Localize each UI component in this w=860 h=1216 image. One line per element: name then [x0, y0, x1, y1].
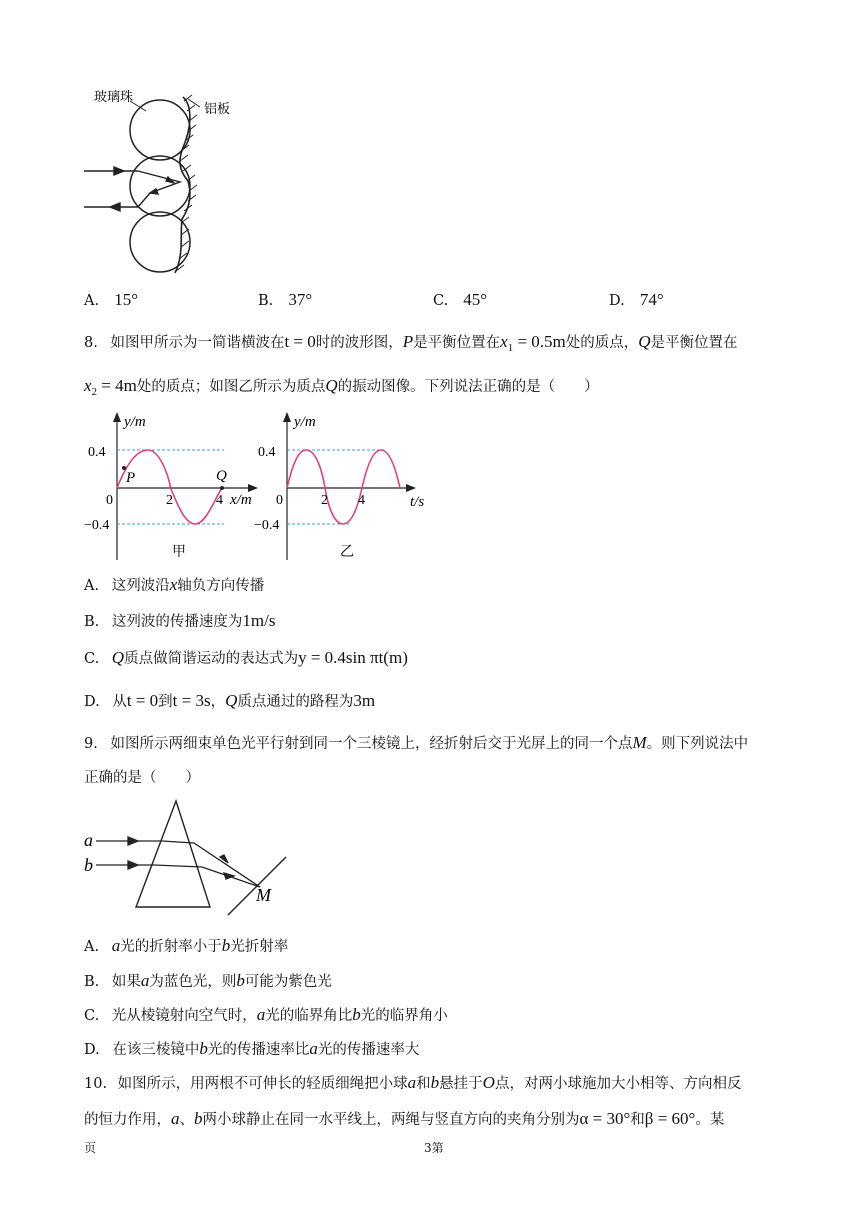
math-subscript: 2	[91, 385, 98, 398]
tick-neg: −0.4	[254, 518, 280, 533]
tick-pos: 0.4	[258, 445, 276, 460]
prism	[136, 801, 210, 907]
option-letter: B.	[258, 293, 274, 309]
q9-option-a[interactable]	[84, 935, 288, 956]
math-a: a	[140, 971, 150, 990]
option-letter: C.	[433, 293, 449, 309]
option-value: 45°	[463, 290, 488, 309]
q9-option-c[interactable]	[84, 1004, 448, 1025]
tick-x-4: 4	[358, 493, 365, 508]
question-number: 9.	[84, 736, 98, 752]
option-letter: B.	[84, 614, 100, 630]
y-axis-label: y/m	[124, 414, 146, 430]
ray-b	[96, 861, 260, 887]
q8-option-b[interactable]	[84, 610, 275, 631]
math-m: M	[632, 733, 647, 752]
math-b: b	[221, 936, 231, 955]
tick-neg: −0.4	[84, 518, 110, 533]
stem-text: 如图所示，用两根不可伸长的轻质细绳把小球	[117, 1076, 408, 1092]
math-q: Q	[325, 376, 338, 395]
option-text: ，	[210, 694, 226, 710]
math-a: a	[111, 936, 121, 955]
reflected-ray	[84, 203, 138, 211]
option-value: 15°	[114, 290, 138, 309]
stem-text: 如图甲所示为一简谐横波在	[110, 335, 285, 351]
option-value: 74°	[639, 290, 664, 309]
math-alpha: α = 30°	[579, 1109, 631, 1128]
q8-stem-line1	[84, 331, 738, 354]
q10-line1	[84, 1072, 741, 1093]
stem-text: 点，对两小球施加大小相等、方向相反	[494, 1076, 742, 1092]
tick-x-4: 4	[216, 493, 223, 508]
q7-figure	[80, 85, 270, 285]
stem-text: 、	[179, 1112, 194, 1128]
option-text: 这列波的传播速度为	[111, 614, 243, 630]
tick-x-2: 2	[166, 493, 173, 508]
q7-option-d[interactable]	[609, 290, 664, 310]
question-number: 10.	[84, 1076, 108, 1092]
y-axis-label: y/m	[294, 414, 316, 430]
x-axis-label: t/s	[410, 494, 425, 510]
option-text: 质点通过的路程为	[237, 694, 354, 710]
math-x: x	[500, 332, 508, 351]
stem-text: 处的质点，	[565, 335, 639, 351]
option-text: 光的临界角小	[360, 1008, 448, 1024]
option-letter: B.	[84, 974, 100, 990]
ray-a	[96, 837, 260, 887]
stem-text: 和	[416, 1076, 431, 1092]
math-a: a	[171, 1109, 180, 1128]
option-text: 在该三棱镜中	[112, 1042, 200, 1058]
math-x: x	[84, 376, 92, 395]
ray-b-label: b	[84, 855, 93, 875]
option-text: 这列波沿	[111, 578, 170, 594]
footer-left: 页	[84, 1141, 97, 1155]
q8-option-d[interactable]	[84, 690, 375, 711]
point-p-label: P	[126, 470, 136, 486]
option-text: 光从棱镜射向空气时，	[111, 1008, 257, 1024]
option-letter: A.	[84, 578, 100, 594]
option-text: 如果	[111, 974, 141, 990]
stem-text: 的振动图像。下列说法正确的是（ ）	[337, 379, 599, 395]
q9-stem-line1	[84, 732, 748, 753]
math-q: Q	[638, 332, 651, 351]
q9-prism-figure	[80, 795, 300, 920]
q8-graph-jia	[84, 410, 274, 570]
stem-text: 悬挂于	[439, 1076, 483, 1092]
q8-stem-line2	[84, 375, 599, 398]
math-a: a	[256, 1005, 266, 1024]
point-m-label: M	[256, 885, 271, 905]
x-axis-label: x/m	[230, 492, 252, 508]
option-letter: D.	[84, 1042, 100, 1058]
option-text: 光的传播速率大	[317, 1042, 420, 1058]
graph-caption: 甲	[172, 545, 186, 560]
option-text: 光的传播速率比	[207, 1042, 310, 1058]
q9-option-b[interactable]	[84, 970, 332, 991]
footer-page-number: 3第	[424, 1141, 444, 1155]
option-text: 光的临界角比	[265, 1008, 353, 1024]
q8-graph-yi	[254, 410, 444, 570]
option-text: 为蓝色光，则	[149, 974, 237, 990]
stem-text: 。则下列说法中	[646, 736, 749, 752]
option-text: 光的折射率小于	[120, 939, 222, 955]
aluminum-plate	[175, 97, 190, 273]
math-value: t = 0	[126, 691, 159, 710]
option-value: 37°	[288, 290, 313, 309]
stem-text: 处的质点；如图乙所示为质点	[136, 379, 326, 395]
option-text: 轴负方向传播	[177, 578, 265, 594]
option-text: 到	[158, 694, 173, 710]
option-text: 可能为紫色光	[244, 974, 332, 990]
stem-text: 。某	[695, 1112, 725, 1128]
question-number: 8.	[84, 335, 98, 351]
point-q-dot	[220, 486, 224, 490]
label-glass-bead: 玻璃珠	[94, 89, 134, 104]
math-value: t = 3s	[172, 691, 211, 710]
stem-text: 和	[630, 1112, 645, 1128]
math-value: 1m/s	[242, 611, 276, 630]
wave-curve	[117, 450, 222, 524]
q10-line2	[84, 1108, 724, 1129]
q8-option-c[interactable]	[84, 647, 408, 668]
math-t0: t = 0	[284, 332, 316, 351]
math-p: P	[402, 332, 414, 351]
option-letter: C.	[84, 1008, 100, 1024]
math-expression: y = 0.4sin πt(m)	[298, 648, 408, 667]
vibration-curve	[287, 450, 400, 524]
option-letter: D.	[84, 694, 100, 710]
option-text: 质点做简谐运动的表达式为	[124, 651, 299, 667]
option-letter: C.	[84, 651, 100, 667]
tick-x-2: 2	[321, 493, 328, 508]
origin-label: 0	[106, 493, 113, 508]
math-q: Q	[111, 648, 125, 667]
stem-text: 是平衡位置在	[650, 335, 738, 351]
point-q-label: Q	[216, 468, 227, 484]
math-a: a	[407, 1073, 417, 1092]
ray-a-label: a	[84, 830, 93, 850]
q7-option-c[interactable]	[433, 290, 487, 310]
q9-stem-line2: 正确的是（ ）	[84, 770, 200, 786]
math-b: b	[194, 1109, 203, 1128]
math-value: = 4m	[97, 376, 137, 395]
math-b: b	[352, 1005, 361, 1024]
option-text: 从	[112, 694, 127, 710]
option-letter: D.	[609, 293, 625, 309]
q7-option-a[interactable]	[84, 290, 138, 310]
math-beta: β = 60°	[644, 1109, 696, 1128]
math-value: = 0.5m	[513, 332, 566, 351]
stem-text: 是平衡位置在	[413, 335, 501, 351]
math-subscript: 1	[507, 341, 514, 354]
math-a: a	[309, 1039, 318, 1058]
stem-text: 的恒力作用，	[84, 1112, 171, 1128]
math-b: b	[236, 971, 245, 990]
glass-bead-middle	[130, 156, 190, 216]
stem-text: 两小球静止在同一水平线上，两绳与竖直方向的夹角分别为	[202, 1112, 580, 1128]
option-letter: A.	[84, 939, 100, 955]
math-value: 3m	[353, 691, 376, 710]
q9-option-d[interactable]	[84, 1038, 419, 1059]
stem-text: 如图所示两细束单色光平行射到同一个三棱镜上，经折射后交于光屏上的同一个点	[110, 736, 633, 752]
label-aluminum-plate: 铝板	[204, 101, 231, 116]
math-q: Q	[225, 691, 238, 710]
graph-caption: 乙	[340, 545, 354, 560]
option-text: 光折射率	[230, 939, 289, 955]
math-o: O	[482, 1073, 495, 1092]
tick-pos: 0.4	[88, 445, 106, 460]
q7-option-b[interactable]	[258, 290, 312, 310]
math-b: b	[199, 1039, 208, 1058]
math-b: b	[430, 1073, 440, 1092]
stem-text: 时的波形图，	[315, 335, 403, 351]
option-letter: A.	[84, 293, 100, 309]
q8-option-a[interactable]	[84, 574, 264, 595]
incident-ray	[84, 167, 180, 207]
origin-label: 0	[276, 493, 283, 508]
math-x: x	[169, 575, 178, 594]
